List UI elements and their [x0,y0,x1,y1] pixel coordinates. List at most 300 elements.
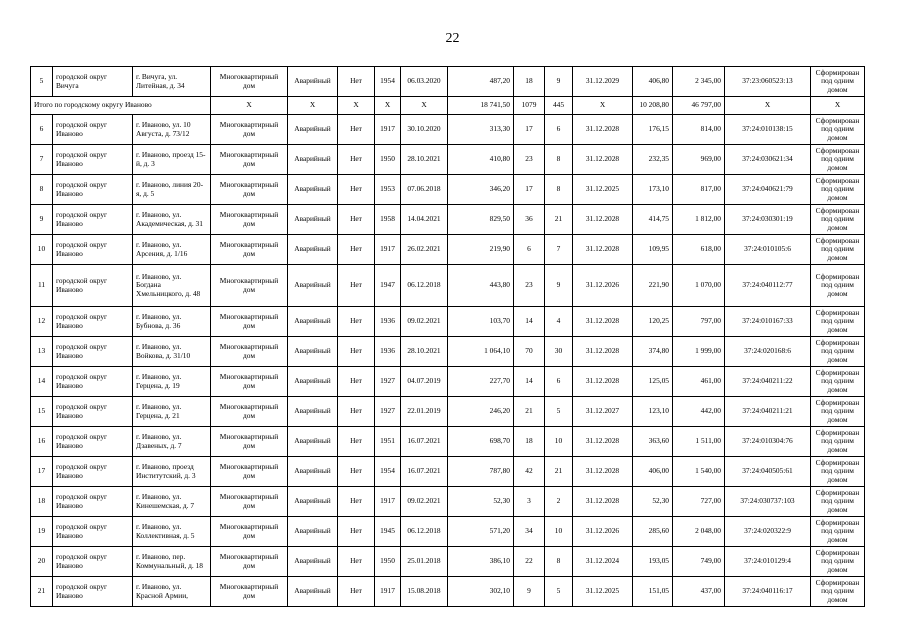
deadline-cell: 31.12.2028 [573,115,633,145]
flag-cell: Нет [338,367,375,397]
address-cell: г. Иваново, ул. Бубнова, д. 36 [133,307,211,337]
deadline-cell: 31.12.2028 [573,487,633,517]
deadline-cell: 31.12.2028 [573,145,633,175]
cadastral-cell: 37:24:030301:19 [725,205,811,235]
year-cell: 1917 [375,487,401,517]
residents-cell: 1079 [514,97,545,115]
date-cell: 30.10.2020 [401,115,448,145]
area2-cell: 173,10 [633,175,673,205]
deadline-cell: 31.12.2028 [573,307,633,337]
year-cell: 1936 [375,337,401,367]
area-cell: 410,80 [448,145,514,175]
status-cell: Аварийный [288,265,338,307]
building-type-cell: Многоквартирный дом [211,307,288,337]
residents-cell: 34 [514,517,545,547]
row-number: 17 [31,457,53,487]
cost-cell: 1 999,00 [673,337,725,367]
status-cell: Аварийный [288,67,338,97]
year-cell: 1917 [375,115,401,145]
units-cell: 8 [545,175,573,205]
building-type-cell: Многоквартирный дом [211,235,288,265]
flag-cell: X [338,97,375,115]
cadastral-cell: 37:23:060523:13 [725,67,811,97]
units-cell: 6 [545,115,573,145]
residents-cell: 17 [514,115,545,145]
area2-cell: 52,30 [633,487,673,517]
area-cell: 346,20 [448,175,514,205]
table-row [31,175,865,205]
address-cell: г. Иваново, ул. Арсения, д. 1/16 [133,235,211,265]
units-cell: 9 [545,265,573,307]
cadastral-cell: 37:24:040211:22 [725,367,811,397]
status-cell: Аварийный [288,487,338,517]
cadastral-cell: 37:24:030737:103 [725,487,811,517]
district-cell: городской округ Иваново [53,235,133,265]
row-number: 5 [31,67,53,97]
cadastral-cell: 37:24:040621:79 [725,175,811,205]
date-cell: 04.07.2019 [401,367,448,397]
building-type-cell: Многоквартирный дом [211,175,288,205]
cadastral-cell: 37:24:040116:17 [725,577,811,607]
cost-cell: 1 511,00 [673,427,725,457]
date-cell: 16.07.2021 [401,427,448,457]
cadastral-cell: 37:24:040211:21 [725,397,811,427]
units-cell: 7 [545,235,573,265]
area-cell: 18 741,50 [448,97,514,115]
row-number: 21 [31,577,53,607]
row-number: 15 [31,397,53,427]
area2-cell: 232,35 [633,145,673,175]
building-type-cell: Многоквартирный дом [211,205,288,235]
note-cell: Сформирован под одним домом [811,337,865,367]
status-cell: Аварийный [288,145,338,175]
district-cell: городской округ Иваново [53,517,133,547]
units-cell: 2 [545,487,573,517]
area2-cell: 363,60 [633,427,673,457]
district-cell: городской округ Иваново [53,307,133,337]
flag-cell: Нет [338,115,375,145]
deadline-cell: 31.12.2024 [573,547,633,577]
cost-cell: 618,00 [673,235,725,265]
address-cell: г. Иваново, ул. Кинешемская, д. 7 [133,487,211,517]
building-type-cell: Многоквартирный дом [211,487,288,517]
status-cell: Аварийный [288,175,338,205]
building-type-cell: Многоквартирный дом [211,115,288,145]
area2-cell: 123,10 [633,397,673,427]
building-type-cell: X [211,97,288,115]
residents-cell: 42 [514,457,545,487]
year-cell: 1947 [375,265,401,307]
area2-cell: 285,60 [633,517,673,547]
cadastral-cell: 37:24:040505:61 [725,457,811,487]
page-number: 22 [445,31,460,46]
cost-cell: 1 070,00 [673,265,725,307]
units-cell: 10 [545,517,573,547]
flag-cell: Нет [338,487,375,517]
district-cell: городской округ Иваново [53,397,133,427]
flag-cell: Нет [338,307,375,337]
table-row [31,115,865,145]
date-cell: 25.01.2018 [401,547,448,577]
cadastral-cell: 37:24:010304:76 [725,427,811,457]
status-cell: X [288,97,338,115]
address-cell: г. Иваново, пер. Коммунальный, д. 18 [133,547,211,577]
year-cell: 1927 [375,397,401,427]
residents-cell: 70 [514,337,545,367]
note-cell: Сформирован под одним домом [811,547,865,577]
date-cell: 28.10.2021 [401,337,448,367]
residents-cell: 9 [514,577,545,607]
deadline-cell: 31.12.2028 [573,367,633,397]
district-cell: городской округ Иваново [53,547,133,577]
area2-cell: 120,25 [633,307,673,337]
flag-cell: Нет [338,427,375,457]
address-cell: г. Вичуга, ул. Литейная, д. 34 [133,67,211,97]
row-number: 8 [31,175,53,205]
date-cell: 09.02.2021 [401,487,448,517]
flag-cell: Нет [338,265,375,307]
residents-cell: 36 [514,205,545,235]
table-row [31,337,865,367]
row-number: 11 [31,265,53,307]
units-cell: 445 [545,97,573,115]
units-cell: 5 [545,397,573,427]
cadastral-cell: 37:24:020322:9 [725,517,811,547]
note-cell: Сформирован под одним домом [811,397,865,427]
cost-cell: 797,00 [673,307,725,337]
address-cell: г. Иваново, ул. Академическая, д. 31 [133,205,211,235]
building-type-cell: Многоквартирный дом [211,265,288,307]
status-cell: Аварийный [288,235,338,265]
flag-cell: Нет [338,205,375,235]
area2-cell: 125,05 [633,367,673,397]
building-type-cell: Многоквартирный дом [211,517,288,547]
deadline-cell: 31.12.2029 [573,67,633,97]
deadline-cell: 31.12.2028 [573,427,633,457]
area2-cell: 193,05 [633,547,673,577]
area2-cell: 151,05 [633,577,673,607]
deadline-cell: 31.12.2025 [573,175,633,205]
row-number: 16 [31,427,53,457]
residents-cell: 3 [514,487,545,517]
year-cell: 1958 [375,205,401,235]
district-cell: городской округ Иваново [53,457,133,487]
district-cell: городской округ Иваново [53,577,133,607]
cost-cell: 437,00 [673,577,725,607]
area-cell: 1 064,10 [448,337,514,367]
flag-cell: Нет [338,145,375,175]
date-cell: X [401,97,448,115]
cost-cell: 2 345,00 [673,67,725,97]
date-cell: 06.12.2018 [401,517,448,547]
status-cell: Аварийный [288,517,338,547]
deadline-cell: 31.12.2026 [573,517,633,547]
district-cell: городской округ Иваново [53,145,133,175]
cadastral-cell: 37:24:040112:77 [725,265,811,307]
area-cell: 787,80 [448,457,514,487]
table-row [31,67,865,97]
district-cell: городской округ Иваново [53,115,133,145]
deadline-cell: 31.12.2026 [573,265,633,307]
residents-cell: 23 [514,145,545,175]
cost-cell: 817,00 [673,175,725,205]
units-cell: 8 [545,547,573,577]
date-cell: 26.02.2021 [401,235,448,265]
note-cell: Сформирован под одним домом [811,115,865,145]
area-cell: 313,30 [448,115,514,145]
building-type-cell: Многоквартирный дом [211,397,288,427]
table-row [31,397,865,427]
area-cell: 103,70 [448,307,514,337]
note-cell: Сформирован под одним домом [811,145,865,175]
table-row [31,457,865,487]
address-cell: г. Иваново, ул. Дзавеных, д. 7 [133,427,211,457]
cost-cell: 727,00 [673,487,725,517]
area-cell: 219,90 [448,235,514,265]
building-type-cell: Многоквартирный дом [211,337,288,367]
table-row [31,307,865,337]
area2-cell: 406,00 [633,457,673,487]
units-cell: 30 [545,337,573,367]
deadline-cell: 31.12.2027 [573,397,633,427]
cost-cell: 814,00 [673,115,725,145]
note-cell: Сформирован под одним домом [811,67,865,97]
row-number: 7 [31,145,53,175]
address-cell: г. Иваново, ул. Коллективная, д. 5 [133,517,211,547]
table-row [31,145,865,175]
date-cell: 28.10.2021 [401,145,448,175]
address-cell: г. Иваново, проезд 15-й, д. 3 [133,145,211,175]
flag-cell: Нет [338,577,375,607]
building-type-cell: Многоквартирный дом [211,145,288,175]
table-row [31,547,865,577]
note-cell: Сформирован под одним домом [811,265,865,307]
residents-cell: 17 [514,175,545,205]
units-cell: 5 [545,577,573,607]
district-cell: городской округ Вичуга [53,67,133,97]
cadastral-cell: 37:24:020168:6 [725,337,811,367]
table-row [31,577,865,607]
deadline-cell: 31.12.2028 [573,235,633,265]
flag-cell: Нет [338,517,375,547]
district-cell: городской округ Иваново [53,205,133,235]
status-cell: Аварийный [288,427,338,457]
status-cell: Аварийный [288,205,338,235]
cadastral-cell: 37:24:010167:33 [725,307,811,337]
row-number: 19 [31,517,53,547]
cost-cell: 2 048,00 [673,517,725,547]
area-cell: 246,20 [448,397,514,427]
units-cell: 21 [545,205,573,235]
units-cell: 10 [545,427,573,457]
address-cell: г. Иваново, ул. Герцена, д. 21 [133,397,211,427]
row-number: 9 [31,205,53,235]
area-cell: 386,10 [448,547,514,577]
district-cell: городской округ Иваново [53,337,133,367]
cost-cell: 442,00 [673,397,725,427]
area-cell: 443,80 [448,265,514,307]
district-cell: городской округ Иваново [53,367,133,397]
area2-cell: 374,80 [633,337,673,367]
status-cell: Аварийный [288,337,338,367]
note-cell: Сформирован под одним домом [811,517,865,547]
status-cell: Аварийный [288,115,338,145]
cadastral-cell: 37:24:010138:15 [725,115,811,145]
year-cell: 1945 [375,517,401,547]
units-cell: 9 [545,67,573,97]
area2-cell: 406,80 [633,67,673,97]
area2-cell: 221,90 [633,265,673,307]
cost-cell: 461,00 [673,367,725,397]
building-type-cell: Многоквартирный дом [211,457,288,487]
year-cell: 1951 [375,427,401,457]
status-cell: Аварийный [288,307,338,337]
flag-cell: Нет [338,547,375,577]
table-row [31,427,865,457]
note-cell: Сформирован под одним домом [811,427,865,457]
date-cell: 16.07.2021 [401,457,448,487]
status-cell: Аварийный [288,577,338,607]
status-cell: Аварийный [288,367,338,397]
table-row [31,367,865,397]
area2-cell: 176,15 [633,115,673,145]
date-cell: 06.12.2018 [401,265,448,307]
units-cell: 21 [545,457,573,487]
units-cell: 4 [545,307,573,337]
address-cell: г. Иваново, проезд Институтский, д. 3 [133,457,211,487]
row-number: 20 [31,547,53,577]
cadastral-cell: 37:24:010105:6 [725,235,811,265]
address-cell: г. Иваново, ул. Войкова, д. 31/10 [133,337,211,367]
date-cell: 06.03.2020 [401,67,448,97]
year-cell: 1953 [375,175,401,205]
flag-cell: Нет [338,457,375,487]
row-number: 10 [31,235,53,265]
cadastral-cell: 37:24:010129:4 [725,547,811,577]
district-cell: городской округ Иваново [53,265,133,307]
address-cell: г. Иваново, ул. 10 Августа, д. 73/12 [133,115,211,145]
area-cell: 571,20 [448,517,514,547]
cadastral-cell: X [725,97,811,115]
year-cell: X [375,97,401,115]
residents-cell: 6 [514,235,545,265]
note-cell: Сформирован под одним домом [811,235,865,265]
date-cell: 15.08.2018 [401,577,448,607]
year-cell: 1954 [375,457,401,487]
district-cell: городской округ Иваново [53,175,133,205]
area-cell: 698,70 [448,427,514,457]
residents-cell: 23 [514,265,545,307]
area2-cell: 109,95 [633,235,673,265]
deadline-cell: 31.12.2028 [573,457,633,487]
cost-cell: 749,00 [673,547,725,577]
year-cell: 1917 [375,577,401,607]
residents-cell: 21 [514,397,545,427]
year-cell: 1927 [375,367,401,397]
date-cell: 07.06.2018 [401,175,448,205]
year-cell: 1936 [375,307,401,337]
table-row [31,517,865,547]
year-cell: 1917 [375,235,401,265]
area-cell: 829,50 [448,205,514,235]
register-table [30,66,865,607]
note-cell: Сформирован под одним домом [811,577,865,607]
address-cell: г. Иваново, ул. Герцена, д. 19 [133,367,211,397]
flag-cell: Нет [338,175,375,205]
residents-cell: 14 [514,367,545,397]
residents-cell: 18 [514,67,545,97]
cost-cell: 46 797,00 [673,97,725,115]
address-cell: г. Иваново, линия 20-я, д. 5 [133,175,211,205]
total-label: Итого по городскому округу Иваново [31,97,211,115]
year-cell: 1950 [375,145,401,175]
area2-cell: 414,75 [633,205,673,235]
row-number: 14 [31,367,53,397]
row-number: 18 [31,487,53,517]
cadastral-cell: 37:24:030621:34 [725,145,811,175]
area-cell: 52,30 [448,487,514,517]
area-cell: 227,70 [448,367,514,397]
area2-cell: 10 208,80 [633,97,673,115]
row-number: 6 [31,115,53,145]
status-cell: Аварийный [288,397,338,427]
table-row [31,265,865,307]
date-cell: 22.01.2019 [401,397,448,427]
units-cell: 8 [545,145,573,175]
cost-cell: 1 812,00 [673,205,725,235]
building-type-cell: Многоквартирный дом [211,367,288,397]
date-cell: 09.02.2021 [401,307,448,337]
building-type-cell: Многоквартирный дом [211,67,288,97]
building-type-cell: Многоквартирный дом [211,547,288,577]
total-row [31,97,865,115]
flag-cell: Нет [338,337,375,367]
deadline-cell: 31.12.2028 [573,205,633,235]
area-cell: 487,20 [448,67,514,97]
deadline-cell: 31.12.2028 [573,337,633,367]
status-cell: Аварийный [288,547,338,577]
area-cell: 302,10 [448,577,514,607]
cost-cell: 969,00 [673,145,725,175]
table-row [31,205,865,235]
deadline-cell: X [573,97,633,115]
note-cell: Сформирован под одним домом [811,487,865,517]
building-type-cell: Многоквартирный дом [211,577,288,607]
units-cell: 6 [545,367,573,397]
date-cell: 14.04.2021 [401,205,448,235]
address-cell: г. Иваново, ул. Красной Армии, [133,577,211,607]
note-cell: Сформирован под одним домом [811,367,865,397]
deadline-cell: 31.12.2025 [573,577,633,607]
row-number: 13 [31,337,53,367]
cost-cell: 1 540,00 [673,457,725,487]
note-cell: Сформирован под одним домом [811,457,865,487]
table-row [31,235,865,265]
address-cell: г. Иваново, ул. Богдана Хмельницкого, д. 48 [133,265,211,307]
row-number: 12 [31,307,53,337]
building-type-cell: Многоквартирный дом [211,427,288,457]
flag-cell: Нет [338,397,375,427]
residents-cell: 14 [514,307,545,337]
district-cell: городской округ Иваново [53,427,133,457]
residents-cell: 18 [514,427,545,457]
flag-cell: Нет [338,67,375,97]
residents-cell: 22 [514,547,545,577]
note-cell: Сформирован под одним домом [811,307,865,337]
table-row [31,487,865,517]
note-cell: X [811,97,865,115]
status-cell: Аварийный [288,457,338,487]
